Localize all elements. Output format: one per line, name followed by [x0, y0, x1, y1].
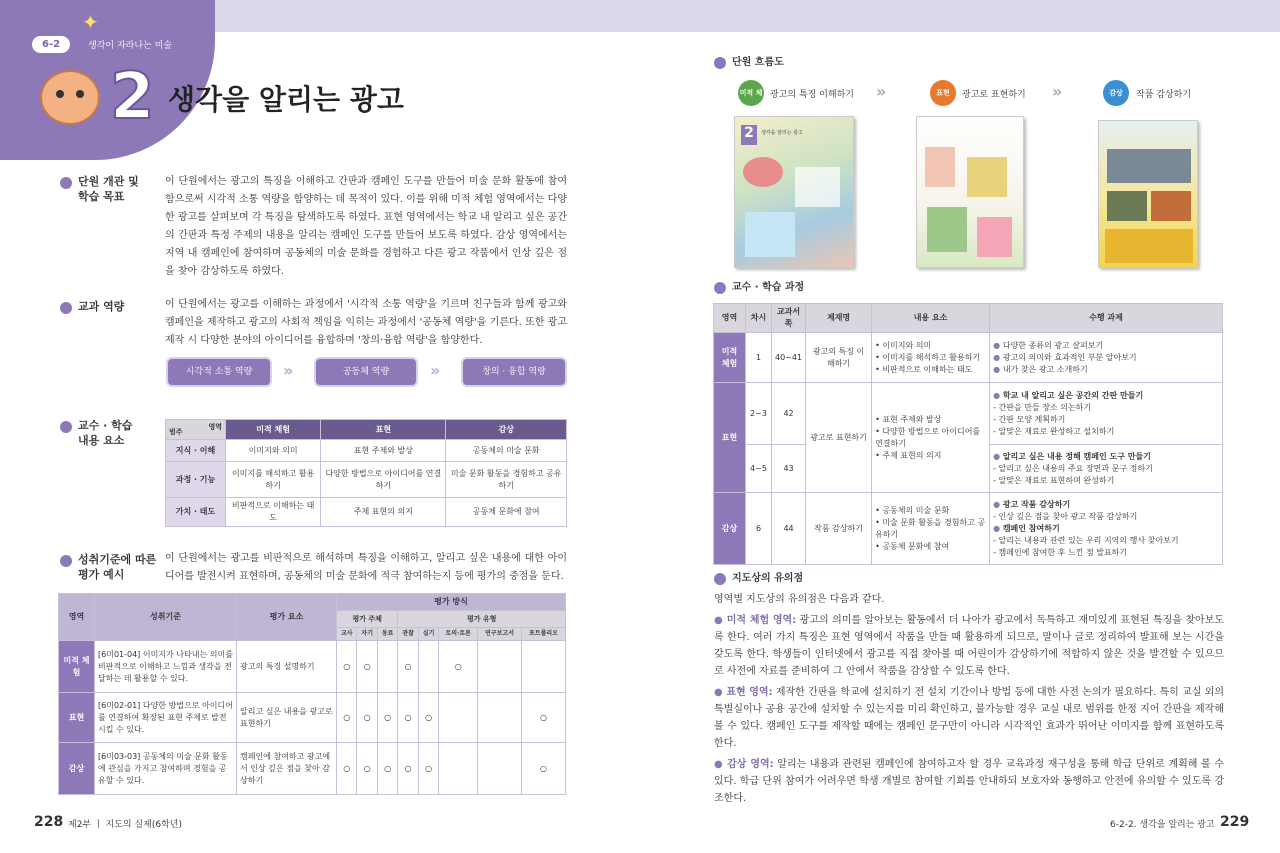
flow-step-label: 작품 감상하기 [1136, 90, 1192, 100]
table-row: 표현 2~3 42 광고로 표현하기 • 표현 주제와 발상 • 다양한 방법으로 아이디어를 연결하기 • 주제 표현의 의지 ● 학교 내 알리고 싶은 공간의 간판 만들기 - 간판을 만들 장소 의논하기 - 간판 모양 계획하기 - 알맞은 재료로 완성하고 설치하기 [714, 383, 1223, 445]
col-header: 표현 [321, 420, 446, 440]
page-number-left: 228 [34, 814, 64, 830]
lesson-number: 2 [110, 60, 155, 134]
flow-step-label: 광고의 특징 이해하기 [770, 90, 854, 100]
unit-theme: 생각이 자라나는 미술 [88, 41, 172, 51]
content-elements-heading: 교수 · 학습 내용 요소 [78, 419, 133, 447]
page-number-right: 229 [1220, 814, 1250, 830]
evaluation-text: 이 단원에서는 광고를 비판적으로 해석하며 특징을 이해하고, 알리고 싶은 내용에 대한 아이디어를 발전시켜 표현하며, 공동체의 미술 문화에 적극 참여하는지 등에 평가의 중점을 둔다. [165, 553, 567, 582]
table-row: 감상 [6미03-03] 공동체의 미술 문화 활동에 관심을 가지고 참여하며 경험을 공유할 수 있다. 캠페인에 참여하고 광고에서 인상 깊은 점을 찾아 감상하기 ○ ○ ○ ○ ○ ○ [59, 743, 566, 795]
evaluation-heading: 성취기준에 따른 평가 예시 [78, 553, 157, 581]
arrow-icon: » [283, 361, 294, 380]
flow-step-icon: 미적 체 [738, 80, 764, 106]
competency-pill-community: 공동체 역량 [316, 359, 416, 385]
process-heading: 교수 · 학습 과정 [732, 282, 805, 293]
col-header: 감상 [446, 420, 567, 440]
table-row: 표현 [6미02-01] 다양한 방법으로 아이디어를 연결하여 확장된 표현 주제로 발전시킬 수 있다. 알리고 싶은 내용을 광고로 표현하기 ○ ○ ○ ○ ○ ○ [59, 693, 566, 743]
bullet-icon [60, 177, 72, 189]
top-band [210, 0, 1280, 32]
table-row: 감상 6 44 작품 감상하기 • 공동체의 미술 문화 • 미술 문화 활동을 경험하고 공유하기 • 공동체 문화에 참여 ● 광고 작품 감상하기 - 인상 깊은 점을 찾아 광고 작품 감상하기 ● 캠페인 참여하기 - 알리는 내용과 관련 있는 우리 지역의 행사 찾아보기 - 캠페인에 참여한 후 느낀 점 발표하기 [714, 493, 1223, 565]
flow-step-icon: 감상 [1103, 80, 1129, 106]
competency-text: 이 단원에서는 광고를 이해하는 과정에서 '시각적 소통 역량'을 기르며 친구들과 함께 광고와 캠페인을 제작하고 광고의 사회적 책임을 익히는 과정에서 '공동체 역량'을 기른다. 또한 광고 제작 시 다양한 분야의 아이디어를 융합하며 '창의·융합 역량'을 함양한다. [165, 299, 567, 346]
textbook-thumbnail [1098, 120, 1198, 268]
col-header: 미적 체험 [226, 420, 321, 440]
table-row: 미적 체험 [6미01-04] 이미지가 나타내는 의미를 비판적으로 이해하고 느낌과 생각을 전달하는 데 활용할 수 있다. 광고의 특징 설명하기 ○ ○ ○ ○ [59, 641, 566, 693]
unit-code-badge: 6-2 [32, 36, 70, 53]
guidance-intro: 영역별 지도상의 유의점은 다음과 같다. [714, 594, 885, 605]
table-row: 지식 · 이해 이미지와 의미 표현 주제와 발상 공동체의 미술 문화 [166, 440, 567, 462]
table-row: 미적 체험 1 40~41 광고의 특징 이해하기 • 이미지와 의미 • 이미지를 해석하고 활용하기 • 비판적으로 이해하는 태도 ● 다양한 종류의 광고 살펴보기 ● 광고의 의미와 효과적인 부분 알아보기 ● 내가 찾은 광고 소개하기 [714, 333, 1223, 383]
flow-heading: 단원 흐름도 [732, 57, 784, 68]
overview-heading: 단원 개관 및 학습 목표 [78, 175, 139, 203]
bullet-icon [714, 57, 726, 69]
competency-pill-creative: 창의 · 융합 역량 [463, 359, 565, 385]
guidance-list [714, 612, 1224, 807]
overview-text: 이 단원에서는 광고의 특징을 이해하고 간판과 캠페인 도구를 만들어 미술 문화 활동에 참여함으로써 시각적 소통 역량을 함양하는 데 목적이 있다. 이를 위해 미적 체험 영역에서는 다양한 광고를 살펴보며 각 특징을 탐색하도록 하였다. 표현 영역에서는 학교 내 알리고 싶은 공간의 간판과 특정 주제의 내용을 알리는 캠페인 도구를 만들어 보도록 하였다. 감상 영역에서는 지역 내 캠페인에 참여하며 공동체의 미술 문화를 경험하고 다른 광고 작품에서 인상 깊은 점을 찾아 감상하도록 하였다. [165, 176, 567, 277]
list-item: ● 감상 영역: 알리는 내용과 관련된 캠페인에 참여하고자 할 경우 교육과정 재구성을 통해 학급 단위로 계획해 볼 수 있다. 학급 단위 참여가 어려우면 학생 개별로 참여할 기회를 안내하되 보호자와 동행하고 안전에 유의할 수 있도록 강조한다. [714, 759, 1224, 804]
table-row: 4~5 43 ● 알리고 싶은 내용 정해 캠페인 도구 만들기 - 알리고 싶은 내용의 주요 장면과 문구 정하기 - 알맞은 재료로 표현하며 완성하기 [714, 445, 1223, 493]
process-table: 영역 차시 교과서 쪽 제재명 내용 요소 수행 과제 미적 체험 1 40~41 광고의 특징 이해하기 • 이미지와 의미 • 이미지를 해석하고 활용하기 • 비판적으로 이해하는 태도 ● 다양한 종류의 광고 살펴보기 ● 광고의 의미와 효과적인 부분 알아보기 ● 내가 찾은 광고 소개하기 표현 2~3 42 광고로 표현하기 • 표현 주제와 발상 • 다양한 방법으로 아이디어를 연결하기 • 주제 표현의 의지 ● 학교 내 알리고 싶은 공간의 간판 만들기 - 간판을 만들 장소 의논하기 - 간판 모양 계획하기 - 알맞은 재료로 완성하고 설치하기 4~5 43 ● 알리고 싶은 내용 정해 캠페인 도구 만들기 - 알리고 싶은 내용의 주요 장면과 문구 정하기 - 알맞은 재료로 표현하며 완성하기 감상 6 44 작품 감상하기 • 공동체의 미술 문화 • 미술 문화 활동을 경험하고 공유하기 • 공동체 문화에 참여 ● 광고 작품 감상하기 - 인상 깊은 점을 찾아 광고 작품 감상하기 ● 캠페인 참여하기 - 알리는 내용과 관련 있는 우리 지역의 행사 찾아보기 - 캠페인에 참여한 후 느낀 점 발표하기 [713, 303, 1223, 565]
bullet-icon [60, 421, 72, 433]
mascot-icon [40, 70, 100, 125]
flow-step-label: 광고로 표현하기 [962, 90, 1026, 100]
footer-text-right: 6-2-2. 생각을 알리는 광고 [1110, 820, 1215, 830]
table-corner: 영역 범주 [166, 420, 226, 440]
list-item: ● 미적 체험 영역: 광고의 의미를 알아보는 활동에서 더 나아가 광고에서 독특하고 재미있게 표현된 특징을 찾아보도록 한다. 여러 가지 특징은 표현 영역에서 작품을 만들 때 활용하게 되므로, 말이나 글로 정리하여 발표해 보는 시간을 갖도록 한다. 학생들이 인터넷에서 광고를 직접 찾아볼 때 어린이가 감상하기에 적합하지 않은 것을 발견할 수 있으므로 사전에 자료를 준비하여 그 안에서 작품을 감상할 수 있도록 한다. [714, 615, 1224, 677]
bullet-icon [60, 302, 72, 314]
evaluation-table: 영역 성취기준 평가 요소 평가 방식 평가 주체 평가 유형 교사 자기 동료 관찰 실기 토의·토론 연구보고서 포트폴리오 미적 체험 [6미01-04] 이미지가 나타내는 의미를 비판적으로 이해하고 느낌과 생각을 전달하는 데 활용할 수 있다. 광고의 특징 설명하기 ○ ○ ○ ○ 표현 [6미02-01] 다양한 방법으로 아이디어를 연결하여 확장된 표현 주제로 발전시킬 수 있다. 알리고 싶은 내용을 광고로 표현하기 ○ ○ ○ ○ ○ ○ 감상 [6미03-03] 공동체의 미술 문화 활동에 관심을 가지고 참여하며 경험을 공유할 수 있다. 캠페인에 참여하고 광고에서 인상 깊은 점을 찾아 감상하기 ○ ○ ○ ○ ○ ○ [58, 593, 566, 795]
competency-heading: 교과 역량 [78, 300, 125, 313]
arrow-icon: » [876, 82, 887, 101]
flow-step-icon: 표현 [930, 80, 956, 106]
table-row: 과정 · 기능 이미지를 해석하고 활용하기 다양한 방법으로 아이디어를 연결하기 미술 문화 활동을 경험하고 공유하기 [166, 462, 567, 498]
content-elements-table [165, 419, 567, 527]
competency-pill-visual: 시각적 소통 역량 [168, 359, 270, 385]
textbook-thumbnail [916, 116, 1024, 268]
table-row: 가치 · 태도 비판적으로 이해하는 태도 주제 표현의 의지 공동체 문화에 참여 [166, 498, 567, 527]
bullet-icon [60, 555, 72, 567]
sparkle-icon: ✦ [82, 10, 99, 34]
arrow-icon: » [430, 361, 441, 380]
bullet-icon [714, 282, 726, 294]
list-item: ● 표현 영역: 제작한 간판을 학교에 설치하기 전 설치 기간이나 방법 등에 대한 사전 논의가 필요하다. 특히 교실 외의 특별실이나 공용 공간에 설치할 수 있는지를 미리 확인하고, 불가능할 경우 교실 내로 범위를 한정 지어 간판을 제작해 볼 수 있다. 캠페인 도구를 제작할 때에는 캠페인 문구만이 아니라 시각적인 효과가 뛰어난 이미지를 함께 표현하도록 한다. [714, 687, 1224, 749]
footer-text-left: 제2부 ㅣ 지도의 실제(6학년) [68, 820, 182, 830]
guidance-heading: 지도상의 유의점 [732, 573, 804, 584]
arrow-icon: » [1052, 82, 1063, 101]
textbook-thumbnail: 2 생각을 알리는 광고 [734, 116, 854, 268]
bullet-icon [714, 573, 726, 585]
page-title: 생각을 알리는 광고 [168, 83, 404, 116]
